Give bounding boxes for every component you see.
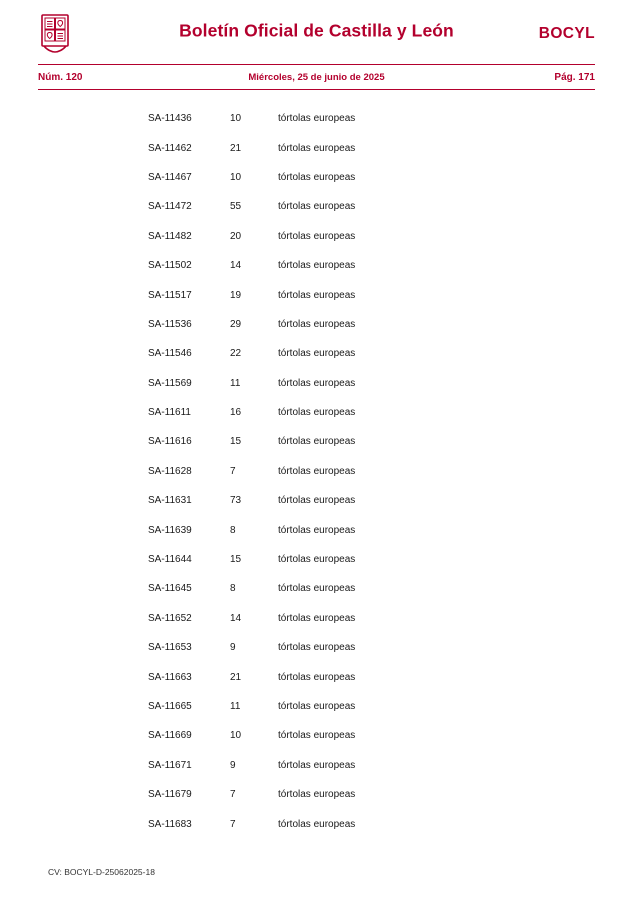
record-code: SA-11631 xyxy=(148,495,192,507)
record-quantity: 7 xyxy=(230,465,236,477)
record-code: SA-11517 xyxy=(148,289,192,301)
record-species: tórtolas europeas xyxy=(278,436,356,448)
table-row xyxy=(148,751,478,780)
table-row xyxy=(148,398,478,427)
table-row xyxy=(148,251,478,280)
record-quantity: 8 xyxy=(230,524,236,536)
record-species: tórtolas europeas xyxy=(278,260,356,272)
record-code: SA-11665 xyxy=(148,701,192,712)
record-species: tórtolas europeas xyxy=(278,465,356,477)
table-row xyxy=(148,457,478,486)
table-row xyxy=(148,310,478,339)
table-row xyxy=(148,604,478,633)
record-species: tórtolas europeas xyxy=(278,230,356,242)
record-species: tórtolas europeas xyxy=(278,612,356,624)
table-row xyxy=(148,104,478,133)
record-quantity: 14 xyxy=(230,612,242,624)
record-species: tórtolas europeas xyxy=(278,554,356,566)
record-species: tórtolas europeas xyxy=(278,730,356,742)
record-quantity: 7 xyxy=(230,818,236,830)
record-quantity: 29 xyxy=(230,318,242,330)
table-row xyxy=(148,427,478,456)
record-quantity: 11 xyxy=(230,701,241,712)
record-species: tórtolas europeas xyxy=(278,377,356,389)
record-quantity: 8 xyxy=(230,583,236,595)
record-quantity: 22 xyxy=(230,348,242,360)
record-code: SA-11536 xyxy=(148,318,192,330)
record-code: SA-11472 xyxy=(148,201,192,213)
record-species: tórtolas europeas xyxy=(278,318,356,330)
record-code: SA-11663 xyxy=(148,671,192,683)
record-code: SA-11462 xyxy=(148,142,192,154)
bocyl-logo: BOCYL xyxy=(538,25,595,42)
record-code: SA-11639 xyxy=(148,524,192,536)
record-code: SA-11628 xyxy=(148,465,192,477)
record-code: SA-11671 xyxy=(148,759,192,771)
record-quantity: 21 xyxy=(230,142,242,154)
document-footer-cv: CV: BOCYL-D-25062025-18 xyxy=(48,867,155,877)
record-code: SA-11645 xyxy=(148,583,192,595)
record-code: SA-11569 xyxy=(148,377,192,389)
table-row xyxy=(148,633,478,662)
record-species: tórtolas europeas xyxy=(278,171,356,183)
record-species: tórtolas europeas xyxy=(278,495,356,507)
table-row xyxy=(148,545,478,574)
record-code: SA-11616 xyxy=(148,436,192,448)
table-row xyxy=(148,133,478,162)
record-species: tórtolas europeas xyxy=(278,642,356,654)
table-row xyxy=(148,280,478,309)
page-number: Pág. 171 xyxy=(554,71,595,83)
record-code: SA-11683 xyxy=(148,818,192,830)
record-quantity: 15 xyxy=(230,436,242,448)
record-quantity: 16 xyxy=(230,407,242,419)
table-row xyxy=(148,692,478,721)
records-table-body xyxy=(148,104,478,839)
table-row xyxy=(148,809,478,838)
record-quantity: 14 xyxy=(230,260,242,272)
record-quantity: 73 xyxy=(230,495,242,507)
record-species: tórtolas europeas xyxy=(278,524,356,536)
record-species: tórtolas europeas xyxy=(278,759,356,771)
record-quantity: 21 xyxy=(230,671,242,683)
table-row xyxy=(148,192,478,221)
issue-number: Núm. 120 xyxy=(38,71,83,83)
table-row xyxy=(148,515,478,544)
record-species: tórtolas europeas xyxy=(278,201,356,213)
castilla-y-leon-crest-icon xyxy=(38,12,72,54)
record-quantity: 10 xyxy=(230,113,242,125)
record-quantity: 11 xyxy=(230,377,241,389)
table-row xyxy=(148,780,478,809)
record-species: tórtolas europeas xyxy=(278,701,356,712)
record-code: SA-11679 xyxy=(148,789,192,801)
table-row xyxy=(148,339,478,368)
record-code: SA-11644 xyxy=(148,554,192,566)
table-row xyxy=(148,486,478,515)
document-header xyxy=(0,0,633,62)
record-code: SA-11482 xyxy=(148,230,192,242)
record-quantity: 20 xyxy=(230,230,242,242)
record-species: tórtolas europeas xyxy=(278,789,356,801)
record-quantity: 9 xyxy=(230,642,236,654)
record-code: SA-11652 xyxy=(148,612,192,624)
document-content xyxy=(0,90,633,839)
record-code: SA-11653 xyxy=(148,642,192,654)
record-quantity: 9 xyxy=(230,759,236,771)
record-code: SA-11611 xyxy=(148,407,191,419)
record-code: SA-11669 xyxy=(148,730,192,742)
record-code: SA-11467 xyxy=(148,171,192,183)
table-row xyxy=(148,662,478,691)
record-species: tórtolas europeas xyxy=(278,407,356,419)
document-subheader xyxy=(38,65,595,89)
record-quantity: 10 xyxy=(230,730,242,742)
issue-date: Miércoles, 25 de junio de 2025 xyxy=(248,71,385,83)
record-species: tórtolas europeas xyxy=(278,818,356,830)
record-quantity: 15 xyxy=(230,554,242,566)
record-species: tórtolas europeas xyxy=(278,348,356,360)
record-species: tórtolas europeas xyxy=(278,113,356,125)
record-code: SA-11436 xyxy=(148,113,192,125)
record-species: tórtolas europeas xyxy=(278,583,356,595)
record-quantity: 19 xyxy=(230,289,242,301)
table-row xyxy=(148,574,478,603)
record-species: tórtolas europeas xyxy=(278,289,356,301)
record-quantity: 10 xyxy=(230,171,242,183)
record-species: tórtolas europeas xyxy=(278,671,356,683)
record-code: SA-11502 xyxy=(148,260,192,272)
page-title: Boletín Oficial de Castilla y León xyxy=(179,20,454,41)
record-quantity: 55 xyxy=(230,201,242,213)
record-code: SA-11546 xyxy=(148,348,192,360)
table-row xyxy=(148,721,478,750)
table-row xyxy=(148,222,478,251)
records-table xyxy=(148,104,478,839)
table-row xyxy=(148,369,478,398)
record-quantity: 7 xyxy=(230,789,236,801)
record-species: tórtolas europeas xyxy=(278,142,356,154)
table-row xyxy=(148,163,478,192)
